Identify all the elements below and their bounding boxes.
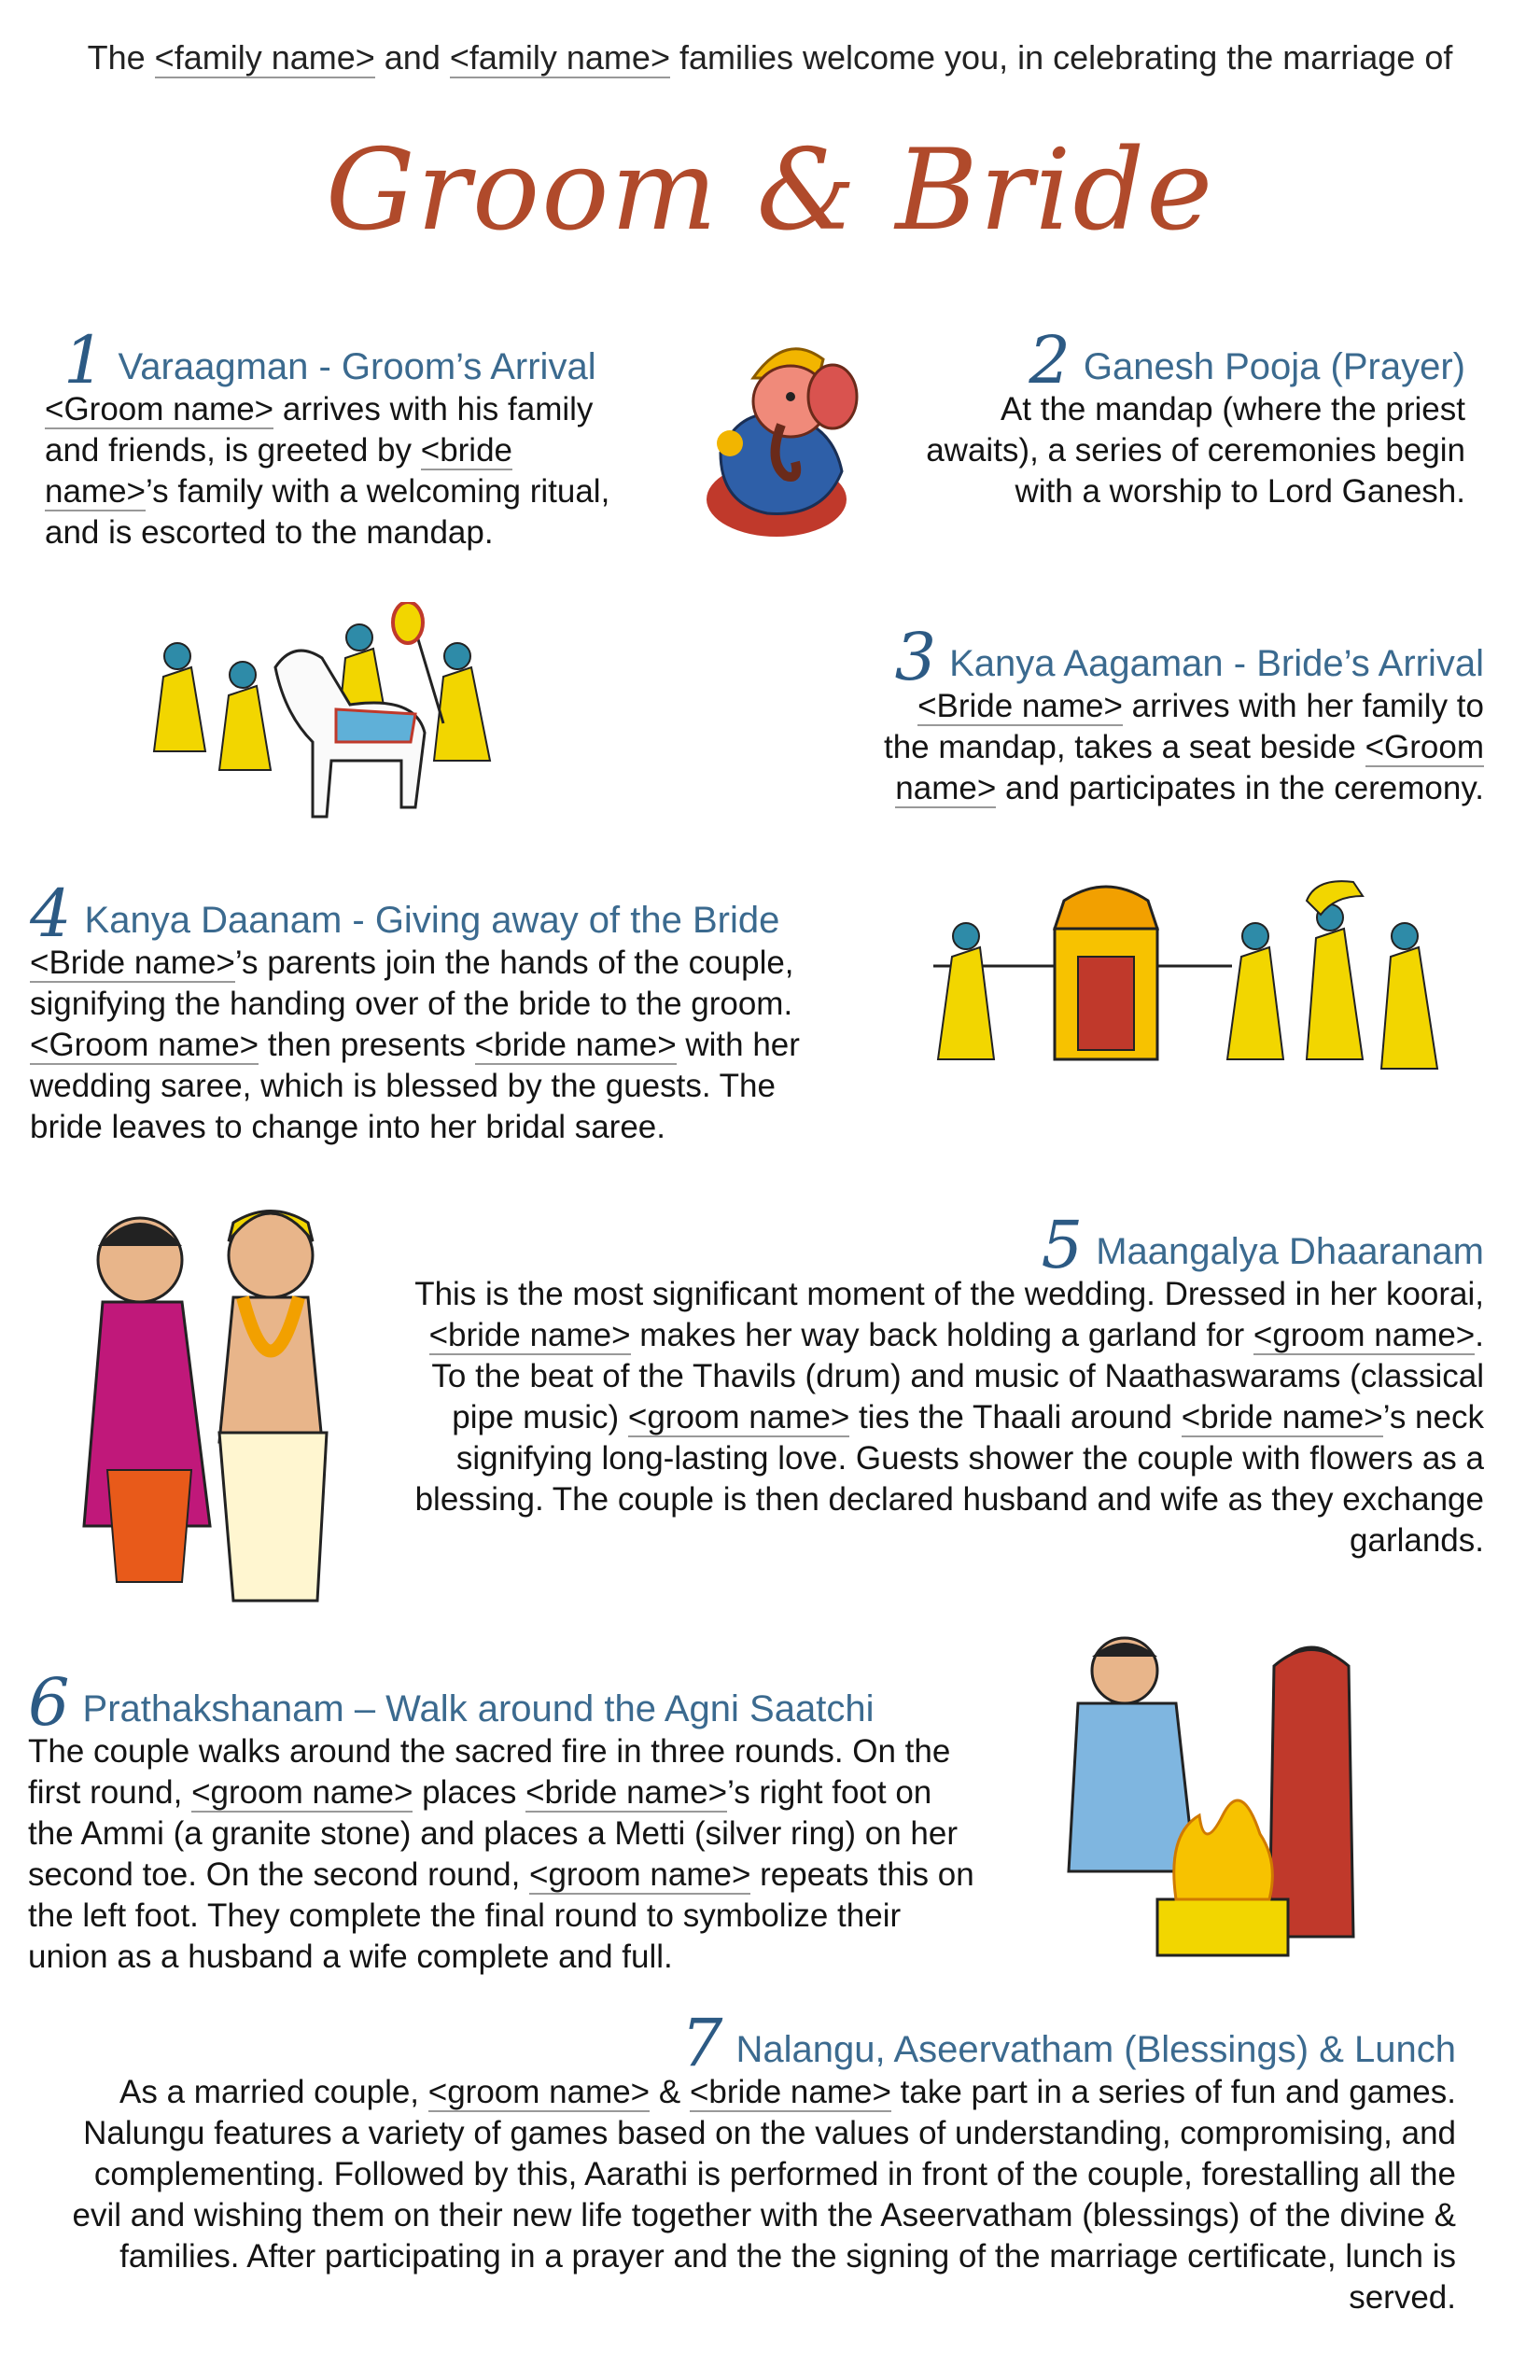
name-placeholder: <groom name> [191,1774,413,1811]
name-placeholder: <Bride name> [917,688,1123,724]
intro-text: and [374,38,450,77]
section-5 [401,1207,1484,1561]
name-placeholder: <Groom name> [45,391,274,427]
section-body [401,1274,1484,1561]
body-text: repeats this on the left foot. They complete the final round to symbolize their union as a husband a wife complete and full. [28,1856,974,1975]
body-text: ’s neck signifying long-lasting love. Guests shower the couple with flowers as a blessing. The couple is then declared husband and wife as they exchange garlands. [414,1399,1484,1559]
section-number: 2 [1029,322,1071,399]
section-title: Maangalya Dhaaranam [1096,1231,1484,1272]
section-title: Ganesh Pooja (Prayer) [1083,346,1465,387]
section-body [873,686,1484,809]
section-heading [28,1664,999,1741]
name-placeholder: <groom name> [627,1399,850,1435]
name-placeholder: <bride name> [1181,1399,1383,1435]
couple-sacred-fire-illustration [1036,1629,1409,1983]
family-name-placeholder-2: <family name> [449,38,670,77]
section-heading [873,619,1484,695]
name-placeholder: <Groom name> [895,729,1484,806]
name-placeholder: <groom name> [1253,1317,1476,1353]
ganesh-icon [702,322,870,537]
section-heading [45,322,642,399]
name-placeholder: <groom name> [427,2074,651,2110]
body-text: As a married couple, [119,2074,428,2110]
page-title: Groom & Bride [325,126,1215,256]
intro-text: The [87,38,155,77]
body-text: then presents [259,1027,475,1063]
section-7 [47,2005,1456,2318]
body-text: ’s right foot on the Ammi (a granite stone) and places a Metti (silver ring) on her second toe. On the second round, [28,1774,958,1893]
section-body [924,389,1465,512]
body-text: ’s family with a welcoming ritual, and is escorted to the mandap. [45,473,610,551]
body-text: . To the beat of the Thavils (drum) and music of Naathaswarams (classical pipe music) [431,1317,1484,1435]
section-heading [47,2005,1456,2081]
section-3 [873,619,1484,809]
section-4 [30,875,851,1148]
name-placeholder: <bride name> [689,2074,891,2110]
section-body [30,943,851,1148]
section-2 [924,322,1465,512]
section-heading [401,1207,1484,1283]
name-placeholder: <bride name> [428,1317,631,1353]
name-placeholder: <Bride name> [30,945,235,981]
body-text: take part in a series of fun and games. Nalungu features a variety of games based on the values of understanding, compromising, and complementing. Followed by this, Aarathi is performed in front of the couple, forestalling all the evil and wishing them on their new life together with the Aseervatham (blessings) of the divine & families. After participating in a prayer and the the signing of the marriage certificate, lunch is served. [72,2074,1456,2316]
body-text: The couple walks around the sacred fire in three rounds. On the first round, [28,1733,951,1811]
section-title: Prathakshanam – Walk around the Agni Saatchi [82,1688,875,1729]
section-number: 1 [63,322,105,399]
section-title: Varaagman - Groom’s Arrival [118,346,596,387]
body-text: This is the most significant moment of the wedding. Dressed in her koorai, [414,1276,1484,1312]
body-text: ’s parents join the hands of the couple, signifying the handing over of the bride to the groom. [30,945,794,1022]
body-text: arrives with her family to the mandap, takes a seat beside [883,688,1484,765]
body-text: with her wedding saree, which is blessed by the guests. The bride leaves to change into her bridal saree. [30,1027,800,1145]
name-placeholder: <bride name> [525,1774,728,1811]
section-title: Nalangu, Aseervatham (Blessings) & Lunch [735,2029,1456,2070]
body-text: places [413,1774,526,1811]
section-heading [30,875,851,952]
name-placeholder: <bride name> [45,432,513,510]
intro-text: families welcome you, in celebrating the marriage of [669,38,1453,77]
section-6 [28,1664,999,1978]
section-title: Kanya Aagaman - Bride’s Arrival [949,643,1484,684]
body-text: and participates in the ceremony. [996,770,1484,806]
bride-and-groom-couple-illustration [51,1190,359,1629]
family-name-placeholder-1: <family name> [154,38,375,77]
body-text: arrives with his family and friends, is greeted by [45,391,594,469]
name-placeholder: <Groom name> [30,1027,259,1063]
name-placeholder: <bride name> [474,1027,677,1063]
section-number: 7 [680,2005,723,2081]
groom-procession-horse-illustration [135,602,537,845]
bride-palanquin-procession-illustration [924,873,1475,1125]
section-body [47,2072,1456,2318]
section-title: Kanya Daanam - Giving away of the Bride [84,900,780,941]
section-heading [924,322,1465,399]
section-number: 3 [894,619,937,695]
body-text: makes her way back holding a garland for [630,1317,1253,1353]
section-number: 6 [28,1664,70,1741]
section-body [45,389,642,553]
section-number: 5 [1041,1207,1084,1283]
body-text: & [650,2074,690,2110]
body-text: At the mandap (where the priest awaits), a series of ceremonies begin with a worship to Lord Ganesh. [926,391,1465,510]
section-number: 4 [30,875,72,952]
section-1 [45,322,642,553]
name-placeholder: <groom name> [529,1856,751,1893]
intro-line [0,37,1540,78]
body-text: ties the Thaali around [849,1399,1182,1435]
section-body [28,1731,980,1978]
